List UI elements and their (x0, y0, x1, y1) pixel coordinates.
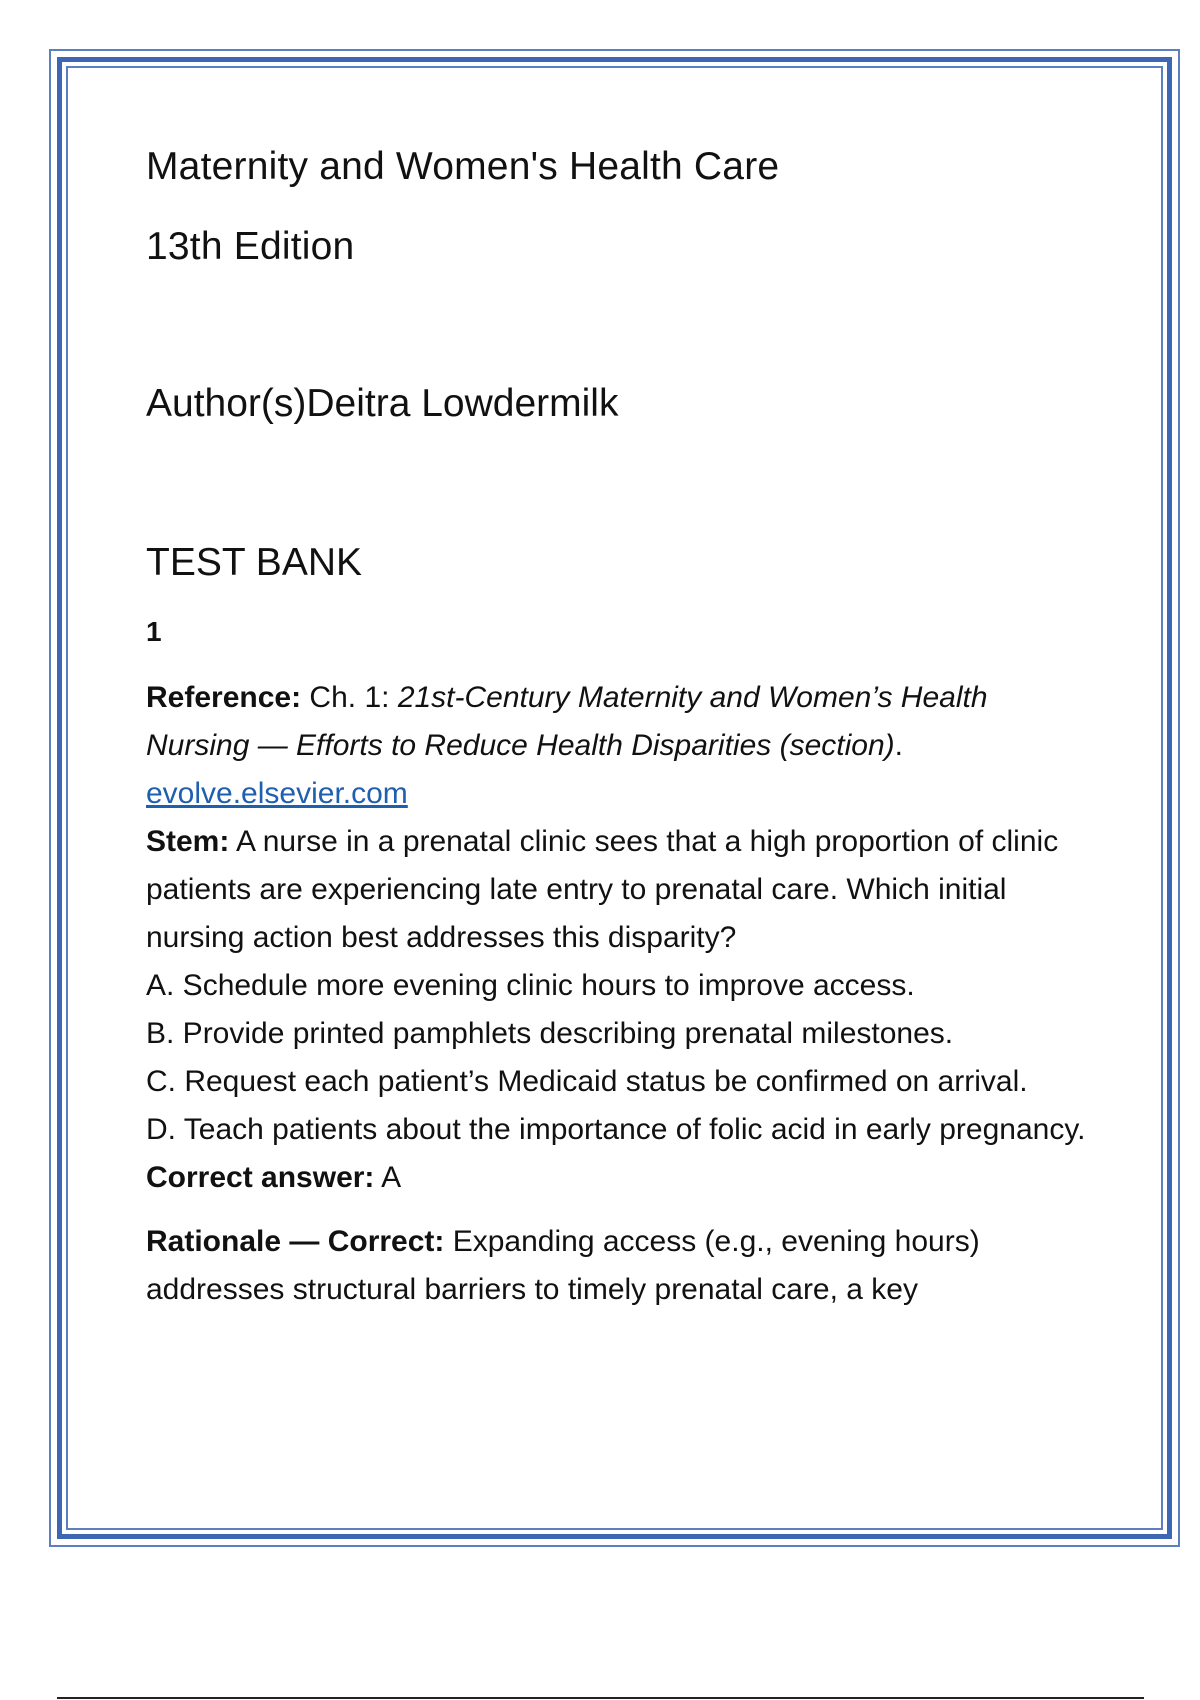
section-title: TEST BANK (146, 541, 363, 584)
reference-label: Reference: (146, 681, 302, 714)
reference-prefix: Ch. 1: (309, 681, 390, 714)
answer-option-b: B. Provide printed pamphlets describing prenatal milestones. (146, 1017, 954, 1050)
rationale-label: Rationale — Correct: (146, 1225, 445, 1258)
answer-option-a: A. Schedule more evening clinic hours to improve access. (146, 969, 915, 1002)
answer-option-c: C. Request each patient’s Medicaid status be confirmed on arrival. (146, 1065, 1028, 1098)
stem-label: Stem: (146, 825, 230, 858)
stem-text: A nurse in a prenatal clinic sees that a high proportion of clinic patients are experiencing late entry to prenatal care. Which initial nursing action best addresses this disparity? (146, 825, 1059, 954)
book-title: Maternity and Women's Health Care (146, 145, 780, 188)
book-edition: 13th Edition (146, 225, 355, 268)
question-number: 1 (146, 616, 162, 647)
reference-suffix: . (894, 729, 903, 762)
question-stem (146, 818, 1096, 962)
correct-answer (146, 1154, 1096, 1202)
footer-rule (57, 1697, 1144, 1699)
evolve-link[interactable]: evolve.elsevier.com (146, 777, 408, 810)
reference-title: 21st-Century Maternity and Women’s Health Nursing — Efforts to Reduce Health Disparities (section) (146, 681, 988, 762)
answer-option-d: D. Teach patients about the importance of folic acid in early pregnancy. (146, 1113, 1086, 1146)
answer-options (146, 962, 1096, 1154)
correct-answer-value: A (381, 1161, 402, 1194)
correct-answer-label: Correct answer: (146, 1161, 375, 1194)
document-content (146, 140, 1096, 1314)
question-reference (146, 674, 1096, 818)
rationale-text: Expanding access (e.g., evening hours) addresses structural barriers to timely prenatal care, a key (146, 1225, 980, 1306)
author-line: Author(s)Deitra Lowdermilk (146, 382, 619, 425)
rationale (146, 1218, 1096, 1314)
